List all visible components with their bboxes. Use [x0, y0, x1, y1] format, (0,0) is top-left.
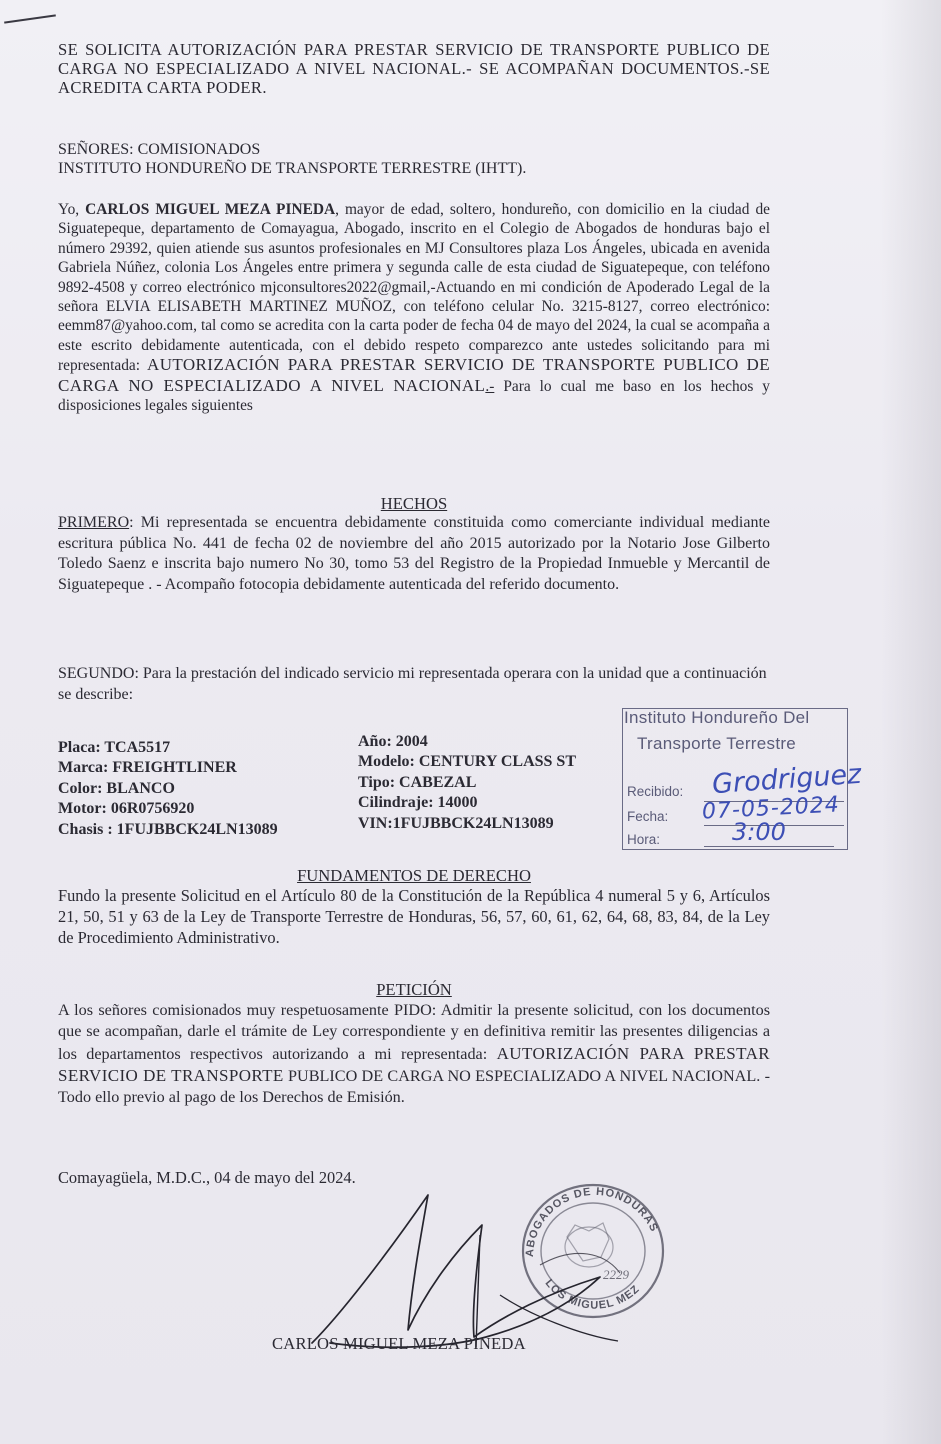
- signer-name: CARLOS MIGUEL MEZA PINEDA: [272, 1334, 526, 1353]
- peticion-title: PETICIÓN: [376, 980, 452, 999]
- handwritten-signature: [300, 1165, 640, 1355]
- vehicle-placa: Placa: TCA5517: [58, 739, 171, 756]
- seal-bottom-text: LOS MIGUEL MEZ: [542, 1277, 643, 1312]
- peticion-body-1: A los señores comisionados muy respetuosamente PIDO: Admitir la presente solicitud, con los documentos que se acompañan, darle el trámite de Ley correspondiente y en definitiva remitir las presentes diligencias a los departamentos respectivos autorizando a mi representada:: [58, 1001, 770, 1063]
- vehicle-chasis: Chasis : 1FUJBBCK24LN13089: [58, 820, 278, 838]
- seal-number: 2229: [603, 1267, 629, 1282]
- vehicle-details-right: [358, 732, 576, 834]
- vehicle-color: Color: BLANCO: [58, 779, 175, 797]
- intro-request: AUTORIZACIÓN PARA PRESTAR SERVICIO DE TRANSPORTE PUBLICO DE CARGA NO ESPECIALIZADO A NIVEL NACIONAL: [58, 355, 770, 395]
- vehicle-details-left: [58, 738, 278, 840]
- primero-label: PRIMERO: [58, 514, 130, 531]
- peticion-paragraph: [58, 1000, 770, 1108]
- stamp-fecha-label: Fecha:: [627, 809, 669, 824]
- vehicle-tipo: Tipo: CABEZAL: [358, 773, 477, 791]
- place-and-date: Comayagüela, M.D.C., 04 de mayo del 2024.: [58, 1168, 356, 1187]
- vehicle-vin: VIN:1FUJBBCK24LN13089: [358, 814, 554, 832]
- vehicle-marca: Marca: FREIGHTLINER: [58, 759, 237, 777]
- applicant-name: CARLOS MIGUEL MEZA PINEDA: [85, 201, 336, 218]
- primero-paragraph: [58, 513, 770, 595]
- hechos-title: HECHOS: [380, 494, 448, 513]
- vehicle-anio: Año: 2004: [358, 733, 428, 750]
- addressee: [58, 140, 770, 178]
- segundo-paragraph: SEGUNDO: Para la prestación del indicado servicio mi representada operara con la unidad que a continuación se describe:: [58, 665, 767, 703]
- peticion-body-2: PUBLICO DE CARGA NO ESPECIALIZADO A NIVEL NACIONAL. - Todo ello previo al pago de los Derechos de Emisión.: [58, 1066, 770, 1107]
- stamp-hora-line: [704, 846, 834, 847]
- intro-paragraph: [58, 200, 770, 415]
- fundamentos-title: FUNDAMENTOS DE DERECHO: [297, 866, 531, 885]
- stamp-recibido-handwriting: Grodriguez: [711, 758, 863, 801]
- intro-body-2: Para lo cual me baso en los hechos y disposiciones legales siguientes: [58, 377, 771, 415]
- intro-separator: .-: [485, 377, 495, 395]
- stamp-recibido-label: Recibido:: [627, 784, 684, 799]
- vehicle-motor: Motor: 06R0756920: [58, 800, 195, 818]
- seal-top-text: ABOGADOS DE HONDURAS: [523, 1185, 661, 1258]
- fundamentos-paragraph: Fundo la presente Solicitud en el Artículo 80 de la Constitución de la República 4 numeral 5 y 6, Artículos 21, 50, 51 y 63 de la Ley de Transporte Terrestre de Honduras, 56, 57, 60, 61, 62, 64, 68, 83, 84, de la Ley de Procedimiento Administrativo.: [58, 886, 770, 947]
- document-heading: SE SOLICITA AUTORIZACIÓN PARA PRESTAR SERVICIO DE TRANSPORTE PUBLICO DE CARGA NO ESPECIALIZADO A NIVEL NACIONAL.- SE ACOMPAÑAN DOCUMENTOS.-SE ACREDITA CARTA PODER.: [58, 40, 770, 97]
- intro-yo: Yo,: [58, 201, 86, 218]
- peticion-request: AUTORIZACIÓN PARA PRESTAR SERVICIO DE TRANSPORTE: [58, 1043, 770, 1085]
- received-stamp: [622, 708, 863, 854]
- stamp-fecha-handwriting: 07-05-2024: [701, 792, 841, 825]
- addressee-line-2: INSTITUTO HONDUREÑO DE TRANSPORTE TERRESTRE (IHTT).: [58, 160, 527, 177]
- page-edge-shadow: [881, 0, 941, 1444]
- corner-pen-mark: [4, 14, 56, 23]
- stamp-hora-handwriting: 3:00: [732, 818, 786, 846]
- primero-text: : Mi representada se encuentra debidamente constituida como comerciante individual mediante escritura pública No. 441 de fecha 02 de noviembre del año 2015 autorizado por la Notario Jose Gilberto Toledo Saenz e inscrita bajo numero No 30, tomo 53 del Registro de la Propiedad Inmueble y Mercantil de Siguatepeque . - Acompaño fotocopia debidamente autenticada del referido documento.: [58, 514, 770, 593]
- vehicle-cilindraje: Cilindraje: 14000: [358, 794, 478, 812]
- stamp-institution-line-1: Instituto Hondureño Del: [624, 708, 810, 727]
- stamp-hora-label: Hora:: [627, 832, 661, 847]
- vehicle-modelo: Modelo: CENTURY CLASS ST: [358, 753, 576, 771]
- addressee-line-1: SEÑORES: COMISIONADOS: [58, 141, 261, 158]
- intro-body-1: , mayor de edad, soltero, hondureño, con domicilio en la ciudad de Siguatepeque, departamento de Comayagua, Abogado, inscrito en el Colegio de Abogados de honduras bajo el número 29392, quien atiende sus asuntos profesionales en MJ Consultores plaza Los Ángeles, ubicada en avenida Gabriela Núñez, colonia Los Ángeles entre primera y segunda calle de esta ciudad de Siguatepeque, con teléfono 9892-4508 y correo electrónico mjconsultores2022@gmail,-Actuando en mi condición de Apoderado Legal de la señora ELVIA ELISABETH MARTINEZ MUÑOZ, con teléfono celular No. 3215-8127, correo electrónico: eemm87@yahoo.com, tal como se acredita con la carta poder de fecha 04 de mayo del 2024, la cual se acompaña a este escrito debidamente autenticada, con el debido respeto comparezco ante ustedes solicitando para mi representada:: [58, 201, 770, 375]
- stamp-institution-line-2: Transporte Terrestre: [637, 734, 797, 753]
